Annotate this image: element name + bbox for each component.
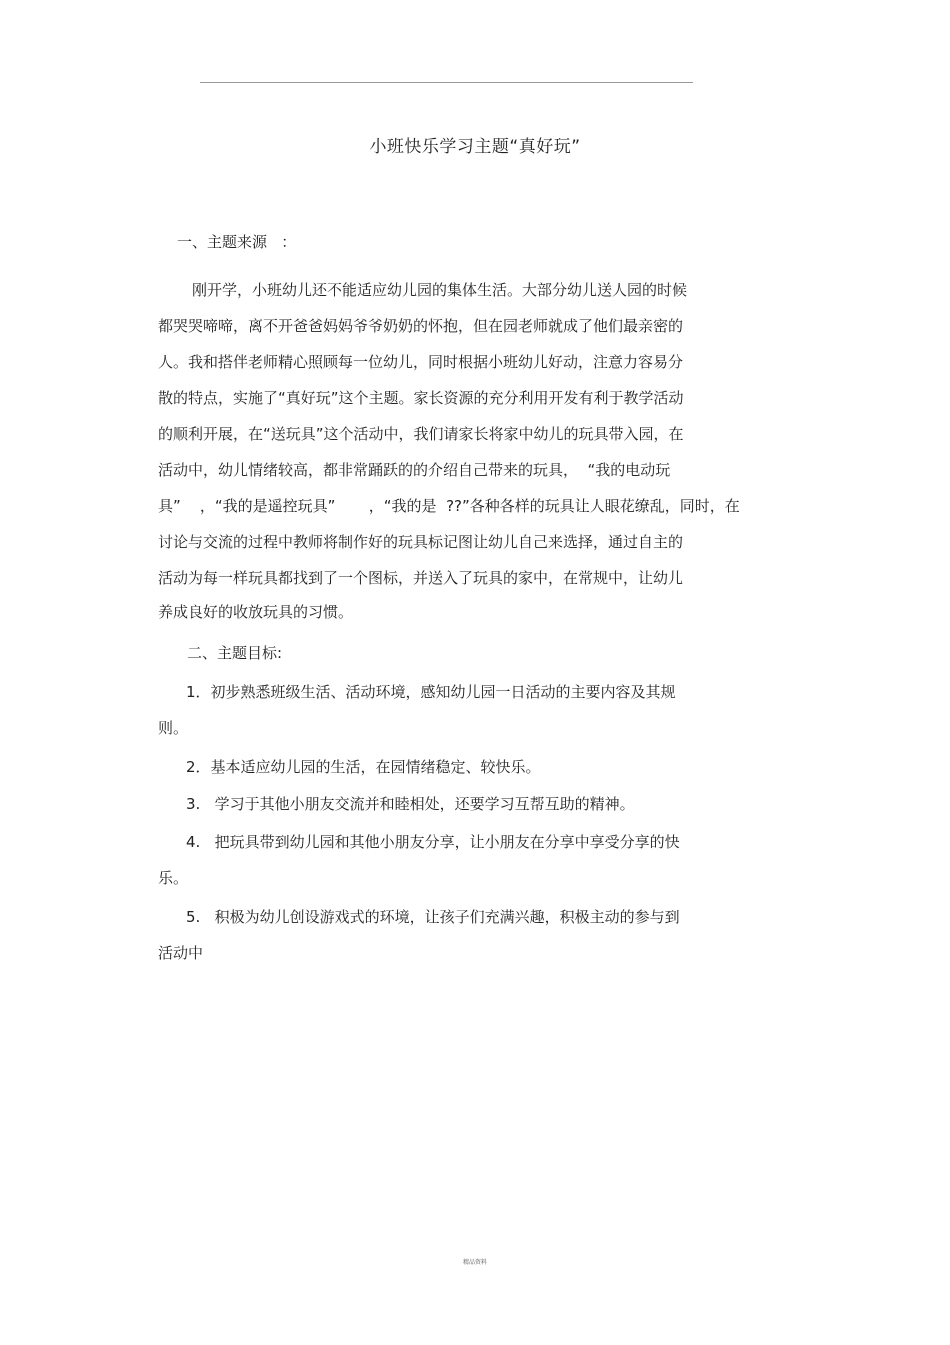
- goal-line: 1．初步熟悉班级生活、活动环境，感知幼儿园一日活动的主要内容及其规: [186, 683, 676, 701]
- header-rule: [200, 82, 693, 83]
- paragraph-line: 讨论与交流的过程中教师将制作好的玩具标记图让幼儿自己来选择，通过自主的: [158, 533, 684, 551]
- paragraph-line: 具” ，“我的是遥控玩具” ，“我的是 ??”各种各样的玩具让人眼花缭乱，同时，在: [158, 497, 740, 515]
- paragraph-line: 散的特点，实施了“真好玩”这个主题。家长资源的充分利用开发有利于教学活动: [158, 389, 684, 407]
- goal-line: 4. 把玩具带到幼儿园和其他小朋友分享，让小朋友在分享中享受分享的快: [186, 833, 680, 851]
- section2-heading: 二、主题目标:: [187, 644, 283, 662]
- goal-line: 则。: [158, 719, 189, 737]
- paragraph-line: 刚开学，小班幼儿还不能适应幼儿园的集体生活。大部分幼儿送人园的时候: [192, 281, 688, 299]
- goal-line: 2．基本适应幼儿园的生活，在园情绪稳定、较快乐。: [186, 758, 541, 776]
- paragraph-line: 都哭哭啼啼，离不开爸爸妈妈爷爷奶奶的怀抱，但在园老师就成了他们最亲密的: [158, 317, 684, 335]
- paragraph-line: 的顺利开展，在“送玩具”这个活动中，我们请家长将家中幼儿的玩具带入园，在: [158, 425, 684, 443]
- goal-line: 3. 学习于其他小朋友交流并和睦相处，还要学习互帮互助的精神。: [186, 795, 635, 813]
- paragraph-line: 活动为每一样玩具都找到了一个图标，并送入了玩具的家中，在常规中，让幼儿: [158, 569, 684, 587]
- paragraph-line: 活动中，幼儿情绪较高，都非常踊跃的的介绍自己带来的玩具， “我的电动玩: [158, 461, 671, 479]
- section1-heading: 一、主题来源 ：: [177, 233, 297, 251]
- page-footer: 精品资料: [462, 1259, 487, 1266]
- paragraph-line: 人。我和搭伴老师精心照顾每一位幼儿，同时根据小班幼儿好动，注意力容易分: [158, 353, 684, 371]
- document-title: 小班快乐学习主题“真好玩”: [369, 137, 581, 157]
- goal-line: 活动中: [158, 944, 204, 962]
- paragraph-line: 养成良好的收放玩具的习惯。: [158, 603, 354, 621]
- goal-line: 乐。: [158, 869, 189, 887]
- goal-line: 5. 积极为幼儿创设游戏式的环境，让孩子们充满兴趣，积极主动的参与到: [186, 908, 680, 926]
